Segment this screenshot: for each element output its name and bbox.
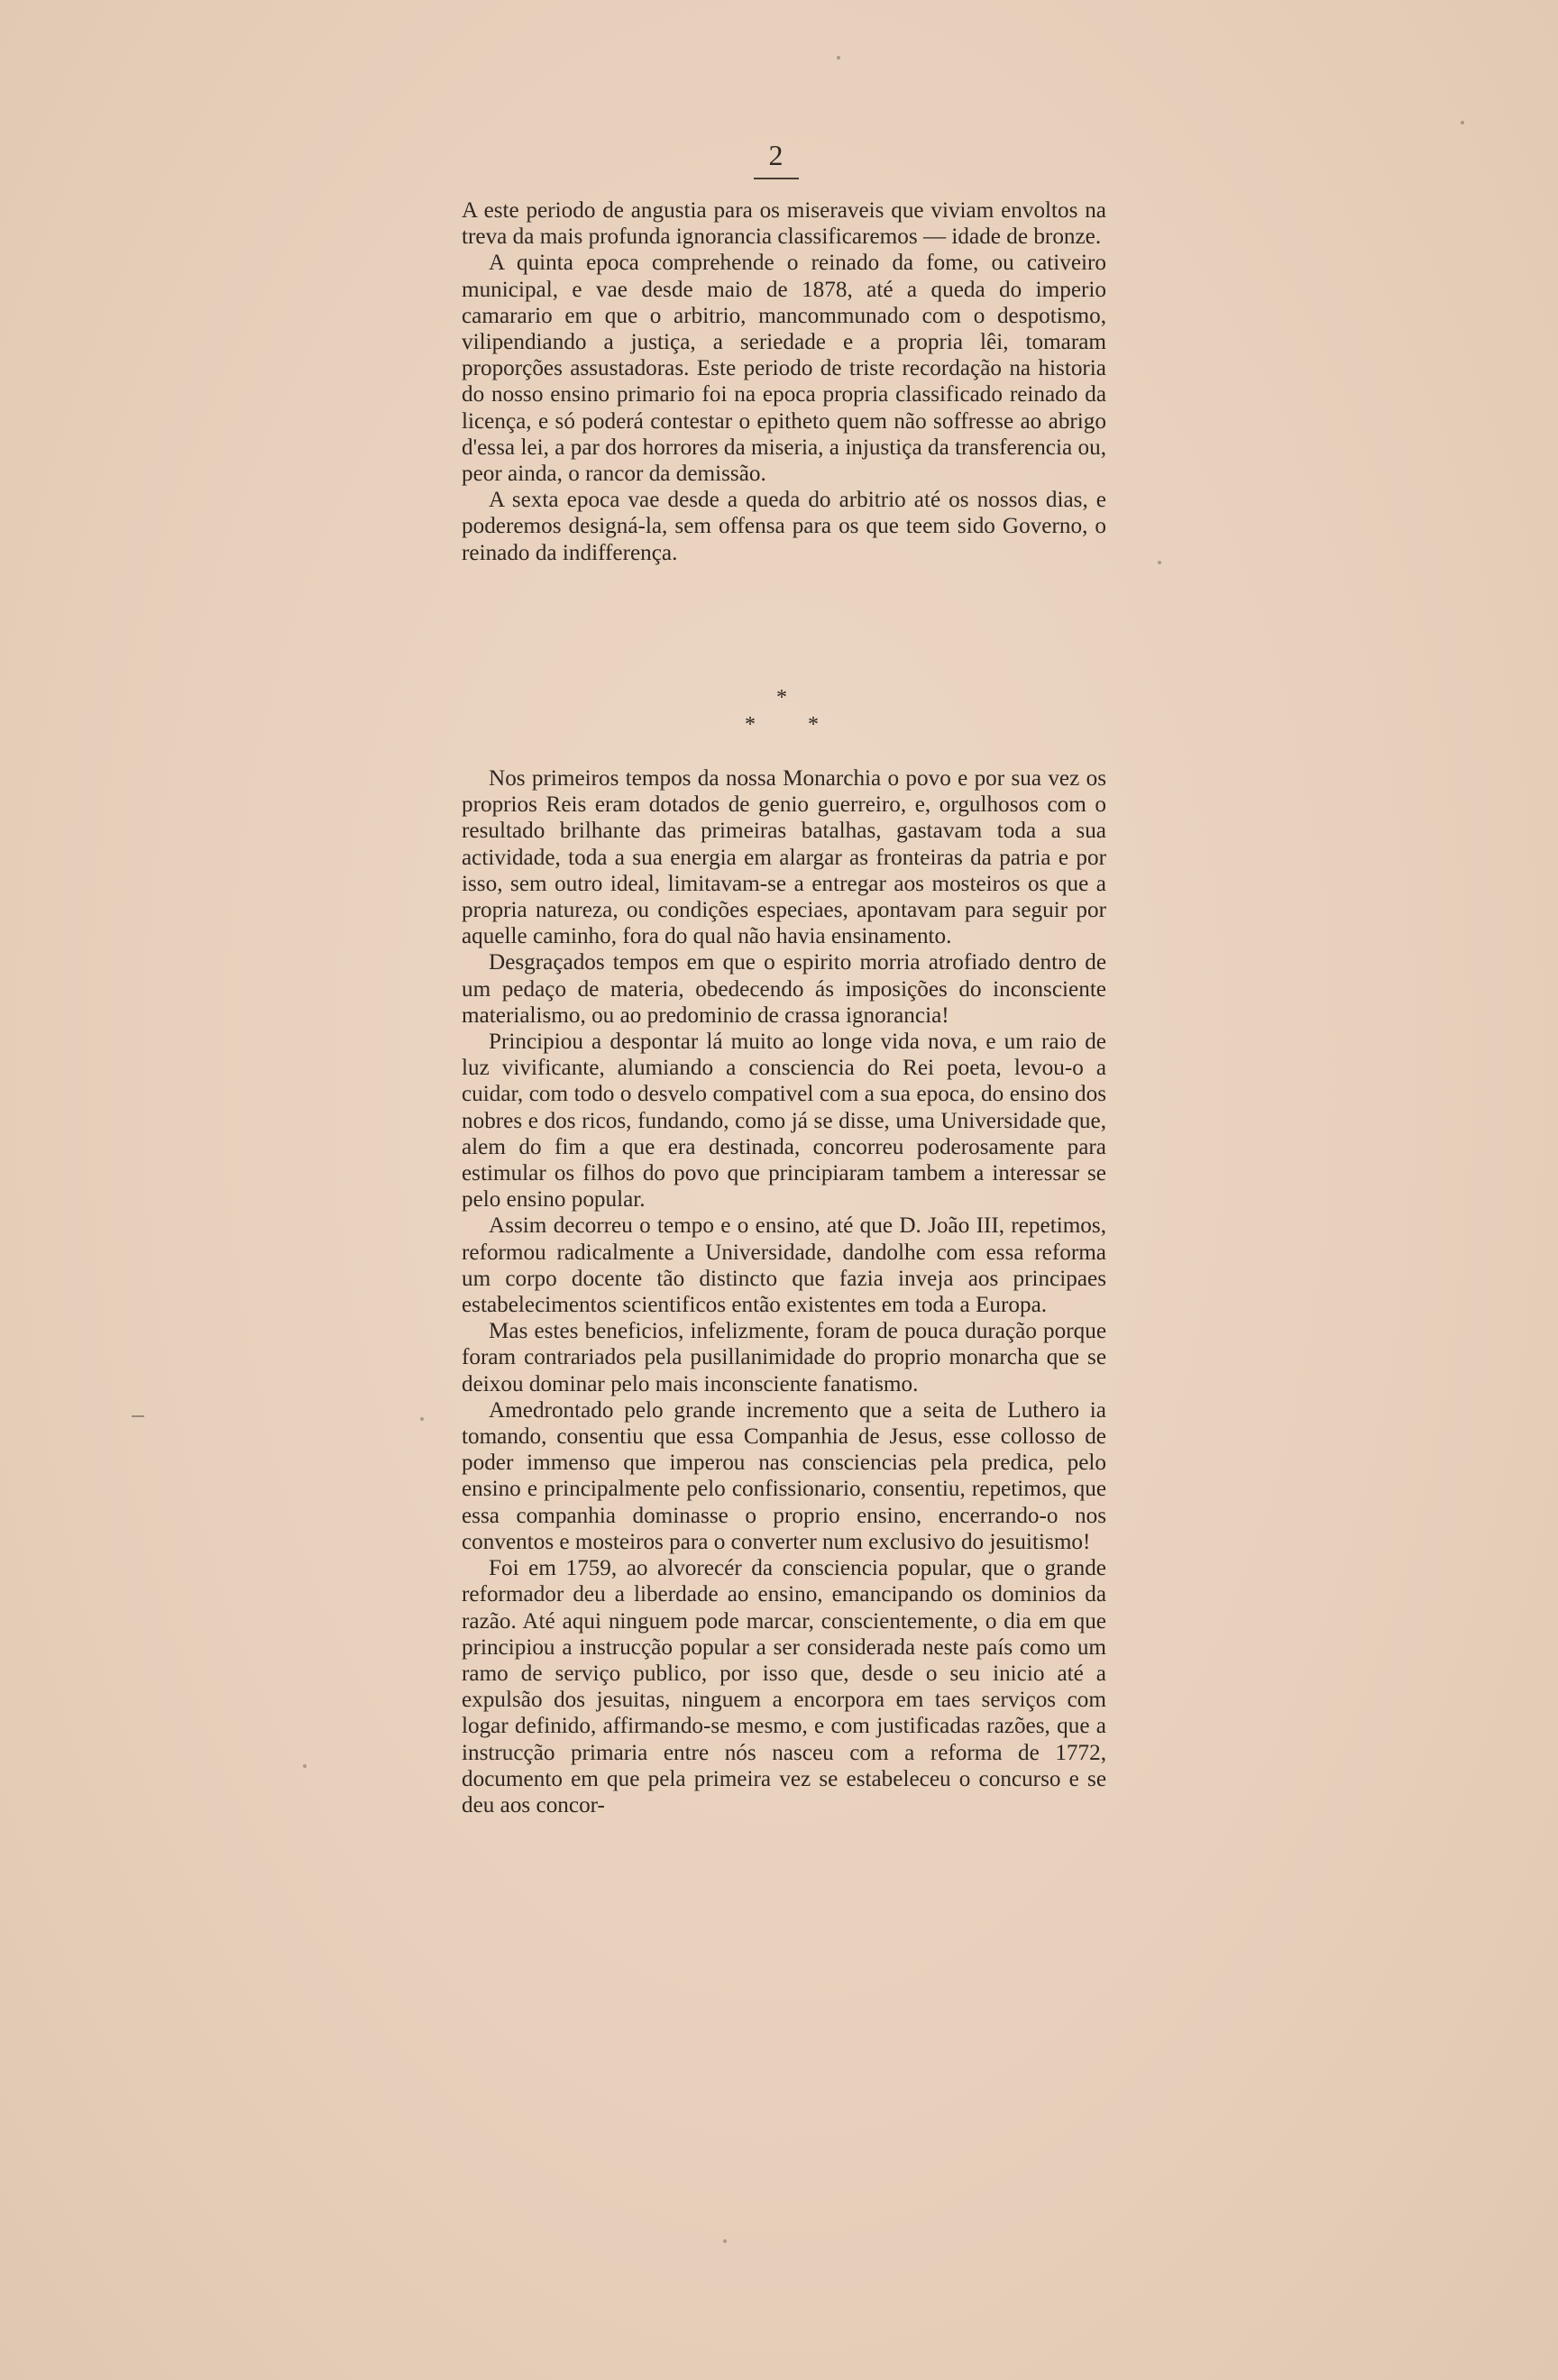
- paragraph: Desgraçados tempos em que o espirito morria atrofiado dentro de um pedaço de materia, obedecendo ás imposições do inconsciente materialismo, ou ao predominio de crassa ignorancia!: [462, 950, 1106, 1028]
- paragraph: A este periodo de angustia para os miseraveis que viviam envoltos na treva da mais profunda ignorancia classificaremos — idade de bronze.: [462, 198, 1106, 250]
- paper-speck: [723, 2239, 727, 2243]
- paper-mark: [132, 1415, 144, 1417]
- paper-speck: [303, 1764, 307, 1768]
- text-section-2: [462, 765, 1106, 1818]
- paragraph: A sexta epoca vae desde a queda do arbitrio até os nossos dias, e poderemos designá-la, sem offensa para os que teem sido Governo, o reinado da indifferença.: [462, 488, 1106, 565]
- paragraph: Assim decorreu o tempo e o ensino, até que D. João III, repetimos, reformou radicalmente a Universidade, dandolhe com essa reforma um corpo docente tão distincto que fazia inveja aos principaes estabelecimentos scientificos então existentes em toda a Europa.: [462, 1213, 1106, 1318]
- paper-speck: [420, 1417, 424, 1421]
- asterisk-icon: *: [808, 713, 819, 737]
- paragraph: Mas estes beneficios, infelizmente, foram de pouca duração porque foram contrariados pela pusillanimidade do proprio monarcha que se deixou dominar pelo mais inconsciente fanatismo.: [462, 1319, 1106, 1396]
- paper-speck: [1461, 121, 1464, 124]
- text-section-1: [462, 197, 1106, 566]
- paper-speck: [1158, 561, 1161, 564]
- paragraph: Amedrontado pelo grande incremento que a seita de Luthero ia tomando, consentiu que essa Companhia de Jesus, esse collosso de poder immenso que imperou nas consciencias pela predica, pelo ensino e principalmente pelo confissionario, consentiu, repetimos, que essa companhia dominasse o proprio ensino, encerrando-o nos conventos e mosteiros para o converter num exclusivo do jesuitismo!: [462, 1397, 1106, 1554]
- page-number-rule: [754, 178, 799, 179]
- section-asterism: [736, 687, 835, 741]
- paragraph: Principiou a despontar lá muito ao longe vida nova, e um raio de luz vivificante, alumiando a consciencia do Rei poeta, levou-o a cuidar, com todo o desvelo compativel com a sua epoca, do ensino dos nobres e dos ricos, fundando, como já se disse, uma Universidade que, alem do fim a que era destinada, concorreu poderosamente para estimular os filhos do povo que principiaram tambem a interessar se pelo ensino popular.: [462, 1030, 1106, 1213]
- paragraph: Nos primeiros tempos da nossa Monarchia o povo e por sua vez os proprios Reis eram dotados de genio guerreiro, e, orgulhosos com o resultado brilhante das primeiras batalhas, gastavam toda a sua actividade, toda a sua energia em alargar as fronteiras da patria e por isso, sem outro ideal, limitavam-se a entregar aos mosteiros os que a propria natureza, ou condições especiaes, apontavam para seguir por aquelle caminho, fora do qual não havia ensinamento.: [462, 766, 1106, 949]
- paragraph: Foi em 1759, ao alvorecér da consciencia popular, que o grande reformador deu a liberdade ao ensino, emancipando os dominios da razão. Até aqui ninguem pode marcar, conscientemente, o dia em que principiou a instrucção popular a ser considerada neste país como um ramo de serviço publico, por isso que, desde o seu inicio até a expulsão dos jesuitas, ninguem a encorpora em taes serviços com logar definido, affirmando-se mesmo, e com justificadas razões, que a instrucção primaria entre nós nasceu com a reforma de 1772, documento em que pela primeira vez se estabeleceu o concurso e se deu aos concor-: [462, 1556, 1106, 1817]
- paragraph: A quinta epoca comprehende o reinado da fome, ou cativeiro municipal, e vae desde maio de 1878, até a queda do imperio camarario em que o arbitrio, mancommunado com o despotismo, vilipendiando a justiça, a seriedade e a propria lêi, tomaram proporções assustadoras. Este periodo de triste recordação na historia do nosso ensino primario foi na epoca propria classificado reinado da licença, e só poderá contestar o epitheto quem não soffresse ao abrigo d'essa lei, a par dos horrores da miseria, a injustiça da transferencia ou, peor ainda, o rancor da demissão.: [462, 251, 1106, 487]
- page-number: 2: [768, 139, 784, 171]
- asterisk-icon: *: [776, 686, 787, 709]
- paper-speck: [837, 56, 840, 60]
- asterisk-icon: *: [745, 713, 756, 737]
